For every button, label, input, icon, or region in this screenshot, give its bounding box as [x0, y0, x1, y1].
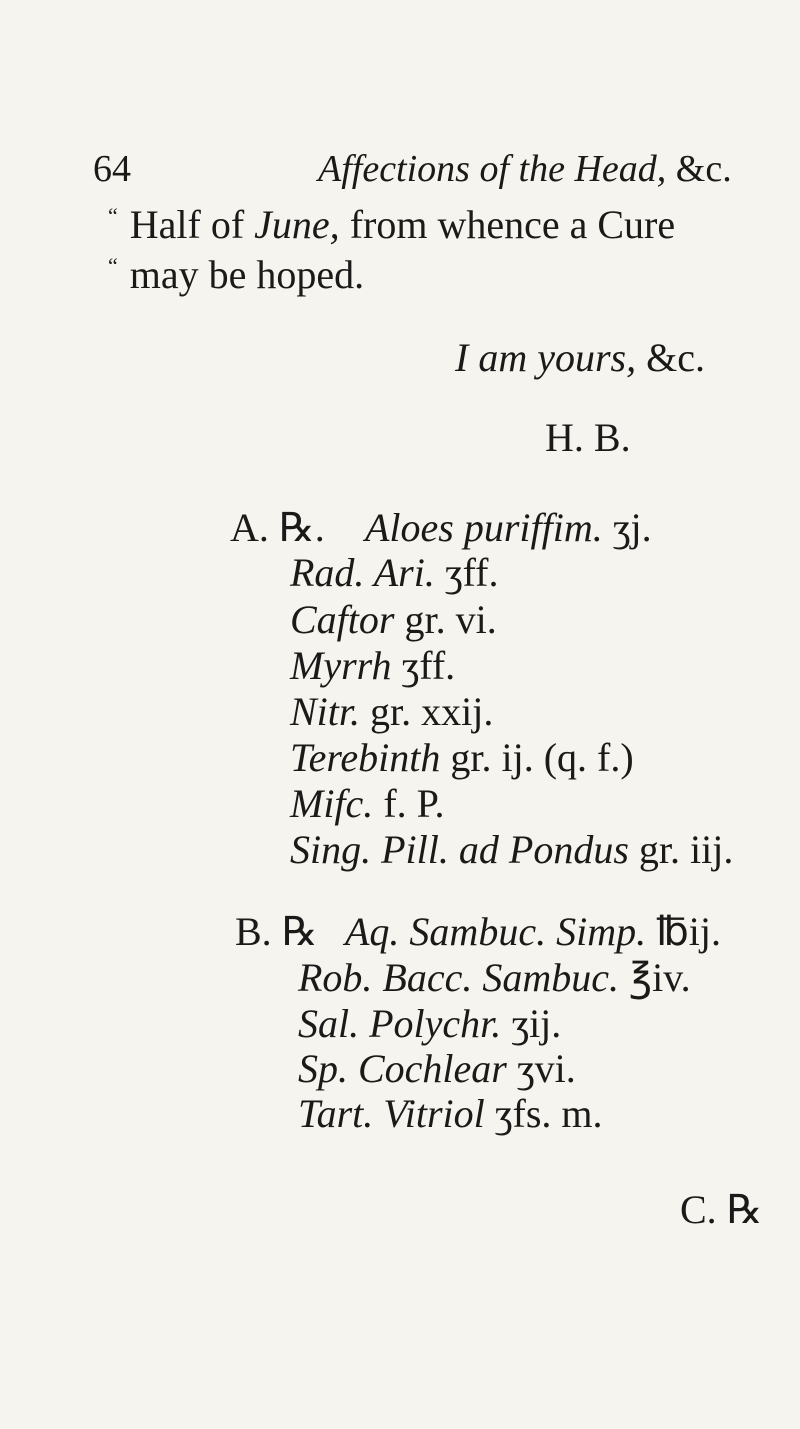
prescription-a-item — [290, 643, 456, 688]
letter-line-2 — [108, 252, 365, 297]
prescription-b-item — [298, 1046, 576, 1091]
letter-line-1-post: from whence a Cure — [339, 202, 676, 247]
letter-closing-suffix: &c. — [646, 335, 705, 380]
ingredient-dose: f. P. — [383, 781, 445, 826]
ingredient-dose: ʒfs. m. — [494, 1091, 603, 1136]
running-head-title: Affections of the Head, — [318, 148, 667, 190]
page-number: 64 — [93, 148, 131, 190]
open-quote: “ — [108, 203, 118, 228]
prescription-a-item — [365, 505, 652, 550]
ingredient-dose: gr. xxij. — [370, 689, 494, 734]
letter-line-2-text: may be hoped. — [129, 252, 365, 297]
running-head — [318, 150, 732, 188]
letter-closing — [455, 335, 705, 380]
letter-line-1 — [108, 202, 676, 247]
prescription-b-label — [235, 909, 318, 954]
ingredient-name: Aq. Sambuc. Simp. — [345, 909, 647, 954]
prescription-a-label — [230, 505, 325, 550]
prescription-b-item — [298, 1091, 603, 1136]
ingredient-dose: ʒj. — [612, 505, 652, 550]
prescription-a-item — [290, 689, 494, 734]
ingredient-name: Nitr. — [290, 689, 361, 734]
rx-symbol: ℞ — [281, 909, 318, 954]
letter-line-1-pre: Half of — [129, 202, 255, 247]
prescription-b-item — [298, 955, 691, 1000]
prescription-a-item — [290, 735, 634, 780]
rx-symbol: ℞. — [278, 505, 325, 550]
ingredient-name: Myrrh — [290, 643, 392, 688]
prescription-a-item — [290, 827, 734, 872]
prescription-a-item — [290, 550, 499, 595]
ingredient-name: Sp. Cochlear — [298, 1046, 507, 1091]
ingredient-name: Tart. Vitriol — [298, 1091, 485, 1136]
letter-closing-text: I am yours, — [455, 335, 637, 380]
letter-signature: H. B. — [545, 415, 631, 460]
prescription-a-item — [290, 597, 497, 642]
ingredient-dose: gr. ij. (q. f.) — [450, 735, 634, 780]
ingredient-name: Terebinth — [290, 735, 441, 780]
prescription-b-item — [345, 909, 722, 954]
ingredient-name: Mifc. — [290, 781, 374, 826]
running-head-suffix: &c. — [675, 148, 732, 190]
open-quote: “ — [108, 253, 118, 278]
ingredient-dose: ʒij. — [511, 1001, 562, 1046]
prescription-b-letter: B. — [235, 909, 272, 954]
catchword: C. ℞ — [680, 1187, 763, 1232]
prescription-a-letter: A. — [230, 505, 269, 550]
ingredient-dose: ʒff. — [444, 550, 499, 595]
ingredient-dose: ʒff. — [401, 643, 456, 688]
ingredient-dose: ʒvi. — [516, 1046, 576, 1091]
ingredient-dose: ℥iv. — [629, 955, 691, 1000]
letter-line-1-month: June, — [254, 202, 340, 247]
ingredient-dose: gr. vi. — [404, 597, 497, 642]
ingredient-dose: gr. iij. — [638, 827, 734, 872]
prescription-b-item — [298, 1001, 562, 1046]
ingredient-name: Rob. Bacc. Sambuc. — [298, 955, 620, 1000]
ingredient-name: Sal. Polychr. — [298, 1001, 502, 1046]
ingredient-dose: ℔ij. — [656, 909, 722, 954]
ingredient-name: Rad. Ari. — [290, 550, 435, 595]
ingredient-name: Caftor — [290, 597, 395, 642]
ingredient-name: Sing. Pill. ad Pondus — [290, 827, 629, 872]
prescription-a-item — [290, 781, 445, 826]
ingredient-name: Aloes puriffim. — [365, 505, 603, 550]
